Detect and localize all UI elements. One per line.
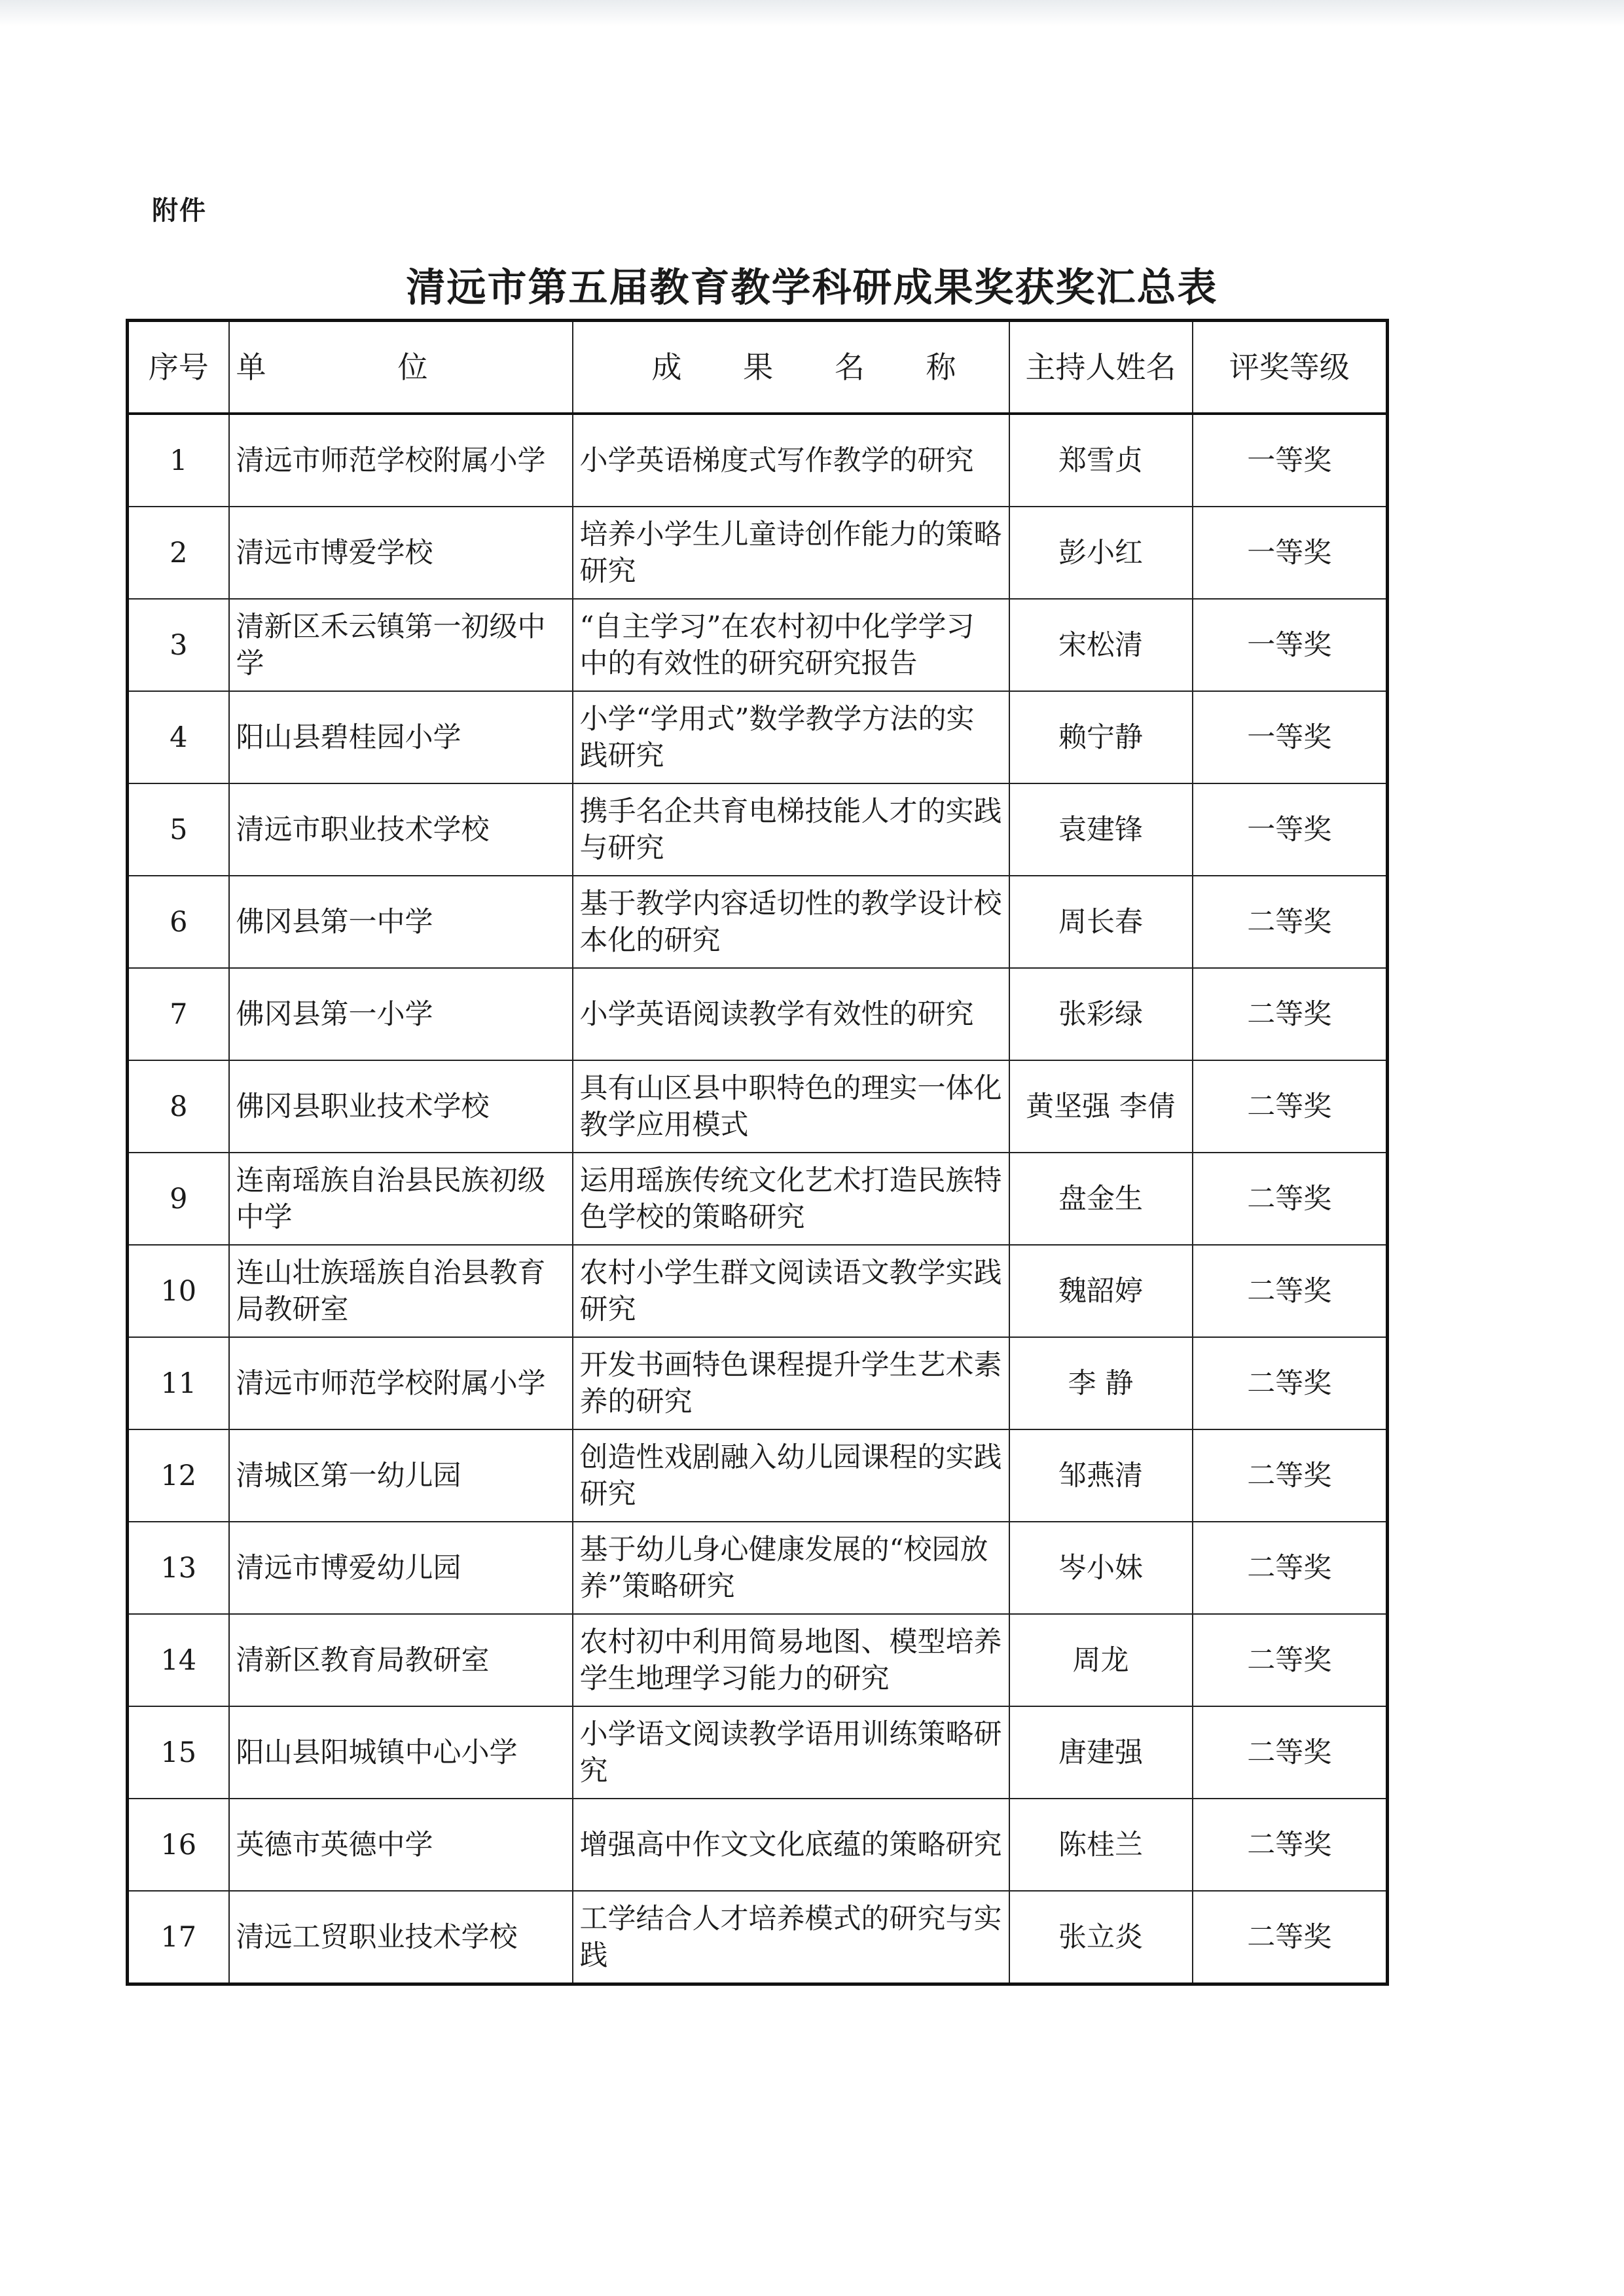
cell-award: 二等奖 — [1193, 1245, 1388, 1337]
cell-host: 张立炎 — [1009, 1891, 1193, 1984]
header-unit — [229, 321, 573, 414]
cell-title: 创造性戏剧融入幼儿园课程的实践研究 — [573, 1429, 1009, 1522]
cell-award: 二等奖 — [1193, 1429, 1388, 1522]
cell-award: 一等奖 — [1193, 414, 1388, 507]
cell-host: 周龙 — [1009, 1614, 1193, 1706]
table-row — [128, 1337, 1388, 1429]
cell-seq: 7 — [128, 968, 229, 1060]
cell-seq: 17 — [128, 1891, 229, 1984]
cell-title: 增强高中作文文化底蕴的策略研究 — [573, 1799, 1009, 1891]
cell-unit: 清远市师范学校附属小学 — [229, 1337, 573, 1429]
header-title-char: 称 — [926, 350, 956, 385]
cell-host: 盘金生 — [1009, 1153, 1193, 1245]
cell-award: 一等奖 — [1193, 783, 1388, 876]
cell-title: 农村初中利用简易地图、模型培养学生地理学习能力的研究 — [573, 1614, 1009, 1706]
table-row — [128, 599, 1388, 691]
cell-host: 宋松清 — [1009, 599, 1193, 691]
cell-host: 岑小妹 — [1009, 1522, 1193, 1614]
header-award: 评奖等级 — [1193, 321, 1388, 414]
table-row — [128, 1799, 1388, 1891]
table-row — [128, 1429, 1388, 1522]
cell-host: 郑雪贞 — [1009, 414, 1193, 507]
cell-title: 携手名企共育电梯技能人才的实践与研究 — [573, 783, 1009, 876]
cell-award: 二等奖 — [1193, 876, 1388, 968]
cell-unit: 清城区第一幼儿园 — [229, 1429, 573, 1522]
table-header-row — [128, 321, 1388, 414]
header-unit-char: 单 — [236, 350, 266, 385]
cell-host: 邹燕清 — [1009, 1429, 1193, 1522]
award-summary-table — [126, 319, 1389, 1986]
cell-host: 李 静 — [1009, 1337, 1193, 1429]
cell-award: 二等奖 — [1193, 1153, 1388, 1245]
cell-seq: 11 — [128, 1337, 229, 1429]
cell-unit: 清远市师范学校附属小学 — [229, 414, 573, 507]
cell-title: “自主学习”在农村初中化学学习中的有效性的研究研究报告 — [573, 599, 1009, 691]
cell-title: 小学英语梯度式写作教学的研究 — [573, 414, 1009, 507]
header-title — [573, 321, 1009, 414]
cell-title: 基于教学内容适切性的教学设计校本化的研究 — [573, 876, 1009, 968]
table-row — [128, 691, 1388, 783]
cell-title: 培养小学生儿童诗创作能力的策略研究 — [573, 507, 1009, 599]
cell-title: 小学语文阅读教学语用训练策略研究 — [573, 1706, 1009, 1799]
cell-award: 二等奖 — [1193, 968, 1388, 1060]
cell-seq: 5 — [128, 783, 229, 876]
cell-host: 张彩绿 — [1009, 968, 1193, 1060]
cell-unit: 佛冈县第一小学 — [229, 968, 573, 1060]
cell-seq: 8 — [128, 1060, 229, 1153]
scan-edge-shadow — [0, 0, 1624, 26]
cell-unit: 阳山县阳城镇中心小学 — [229, 1706, 573, 1799]
attachment-label: 附件 — [152, 196, 207, 226]
cell-unit: 清远市博爱幼儿园 — [229, 1522, 573, 1614]
cell-award: 二等奖 — [1193, 1614, 1388, 1706]
cell-unit: 清远市博爱学校 — [229, 507, 573, 599]
cell-host: 彭小红 — [1009, 507, 1193, 599]
table-row — [128, 1245, 1388, 1337]
table-row — [128, 414, 1388, 507]
cell-award: 二等奖 — [1193, 1706, 1388, 1799]
cell-title: 农村小学生群文阅读语文教学实践研究 — [573, 1245, 1009, 1337]
cell-award: 二等奖 — [1193, 1522, 1388, 1614]
cell-seq: 9 — [128, 1153, 229, 1245]
cell-unit: 连山壮族瑶族自治县教育局教研室 — [229, 1245, 573, 1337]
cell-seq: 14 — [128, 1614, 229, 1706]
table-row — [128, 1522, 1388, 1614]
table-row — [128, 876, 1388, 968]
cell-seq: 3 — [128, 599, 229, 691]
table-row — [128, 1614, 1388, 1706]
cell-award: 一等奖 — [1193, 691, 1388, 783]
cell-award: 二等奖 — [1193, 1799, 1388, 1891]
table-row — [128, 1706, 1388, 1799]
cell-unit: 清远工贸职业技术学校 — [229, 1891, 573, 1984]
cell-title: 运用瑶族传统文化艺术打造民族特色学校的策略研究 — [573, 1153, 1009, 1245]
cell-title: 工学结合人才培养模式的研究与实践 — [573, 1891, 1009, 1984]
cell-seq: 2 — [128, 507, 229, 599]
table-row — [128, 1060, 1388, 1153]
cell-award: 二等奖 — [1193, 1337, 1388, 1429]
cell-title: 小学“学用式”数学教学方法的实践研究 — [573, 691, 1009, 783]
cell-unit: 阳山县碧桂园小学 — [229, 691, 573, 783]
cell-award: 一等奖 — [1193, 507, 1388, 599]
cell-host: 黄坚强 李倩 — [1009, 1060, 1193, 1153]
cell-unit: 连南瑶族自治县民族初级中学 — [229, 1153, 573, 1245]
cell-unit: 清新区禾云镇第一初级中学 — [229, 599, 573, 691]
cell-seq: 15 — [128, 1706, 229, 1799]
cell-title: 基于幼儿身心健康发展的“校园放养”策略研究 — [573, 1522, 1009, 1614]
header-title-char: 名 — [834, 350, 865, 385]
header-title-char: 果 — [743, 350, 774, 385]
header-host: 主持人姓名 — [1009, 321, 1193, 414]
cell-award: 二等奖 — [1193, 1060, 1388, 1153]
cell-award: 一等奖 — [1193, 599, 1388, 691]
table-row — [128, 968, 1388, 1060]
cell-host: 周长春 — [1009, 876, 1193, 968]
header-seq: 序号 — [128, 321, 229, 414]
cell-host: 袁建锋 — [1009, 783, 1193, 876]
table-row — [128, 783, 1388, 876]
cell-host: 陈桂兰 — [1009, 1799, 1193, 1891]
cell-seq: 16 — [128, 1799, 229, 1891]
cell-host: 唐建强 — [1009, 1706, 1193, 1799]
header-title-char: 成 — [651, 350, 682, 385]
cell-seq: 10 — [128, 1245, 229, 1337]
cell-unit: 佛冈县职业技术学校 — [229, 1060, 573, 1153]
table-row — [128, 1891, 1388, 1984]
cell-title: 具有山区县中职特色的理实一体化教学应用模式 — [573, 1060, 1009, 1153]
cell-unit: 佛冈县第一中学 — [229, 876, 573, 968]
cell-award: 二等奖 — [1193, 1891, 1388, 1984]
document-title: 清远市第五届教育教学科研成果奖获奖汇总表 — [406, 265, 1218, 311]
cell-seq: 13 — [128, 1522, 229, 1614]
cell-unit: 清远市职业技术学校 — [229, 783, 573, 876]
cell-seq: 12 — [128, 1429, 229, 1522]
table-row — [128, 1153, 1388, 1245]
cell-title: 开发书画特色课程提升学生艺术素养的研究 — [573, 1337, 1009, 1429]
cell-unit: 英德市英德中学 — [229, 1799, 573, 1891]
cell-seq: 6 — [128, 876, 229, 968]
cell-host: 魏韶婷 — [1009, 1245, 1193, 1337]
table-row — [128, 507, 1388, 599]
cell-seq: 4 — [128, 691, 229, 783]
header-unit-char: 位 — [397, 350, 428, 385]
cell-unit: 清新区教育局教研室 — [229, 1614, 573, 1706]
cell-seq: 1 — [128, 414, 229, 507]
cell-host: 赖宁静 — [1009, 691, 1193, 783]
cell-title: 小学英语阅读教学有效性的研究 — [573, 968, 1009, 1060]
